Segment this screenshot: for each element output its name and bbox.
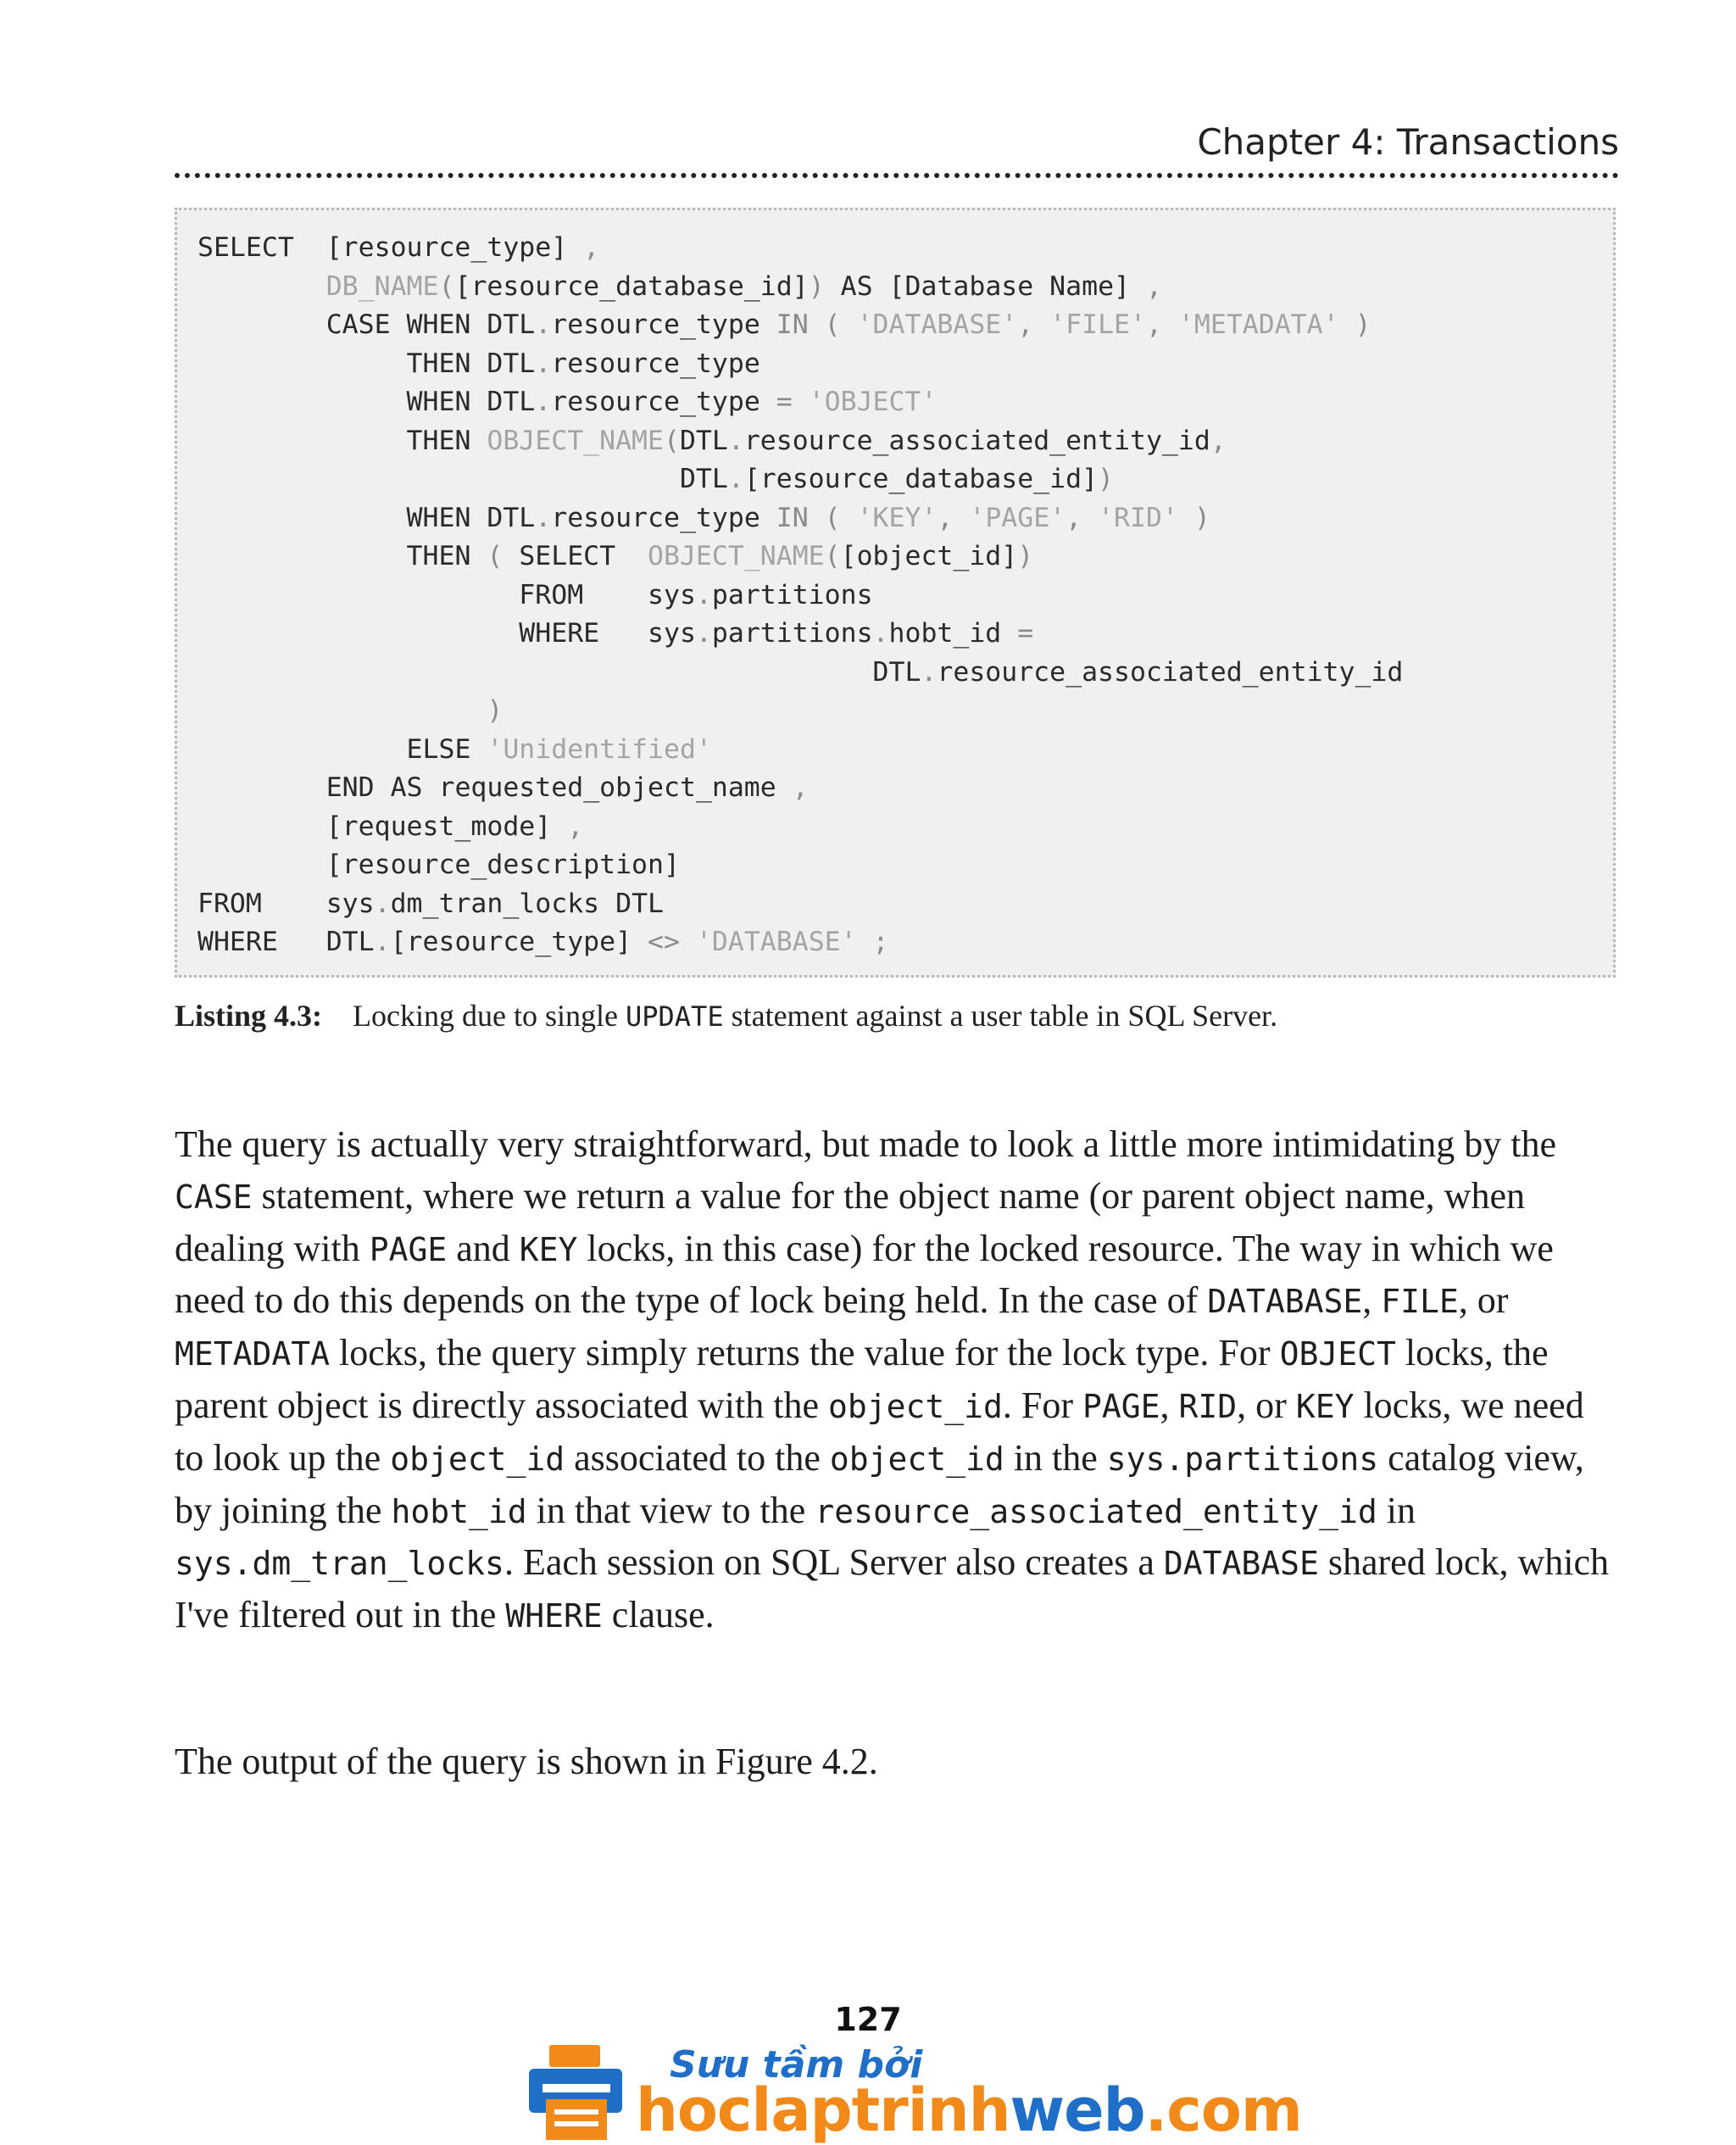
code-token: 'KEY' <box>856 502 938 533</box>
code-listing-box <box>175 208 1616 978</box>
text-run: statement, where we return a value for the object name (or parent object name, when dealing with <box>175 1174 1525 1269</box>
code-token <box>198 503 407 533</box>
caption-code: UPDATE <box>625 1000 724 1033</box>
inline-code: DATABASE <box>1163 1545 1319 1583</box>
header-dotted-rule <box>175 173 1619 178</box>
code-token: ELSE <box>406 733 487 765</box>
code-token: END AS <box>326 772 439 803</box>
code-token: 'PAGE' <box>969 502 1066 533</box>
text-run: locks, we need to look up the <box>175 1384 1584 1479</box>
code-line <box>198 885 1403 924</box>
inline-code: PAGE <box>1082 1387 1160 1425</box>
code-token: resource_associated_entity_id <box>743 425 1210 456</box>
watermark-site-part2: web <box>1010 2075 1145 2145</box>
inline-code: sys.partitions <box>1106 1440 1379 1478</box>
code-token: ) <box>1177 502 1210 533</box>
code-token: . <box>374 927 391 957</box>
code-line <box>198 345 1403 384</box>
code-token: ) <box>1017 541 1034 571</box>
code-token: FROM <box>519 579 648 610</box>
text-run: catalog view, by joining the <box>175 1436 1584 1531</box>
inline-code: object_id <box>829 1440 1004 1478</box>
text-run: associated to the <box>565 1436 830 1479</box>
code-token: 'Unidentified' <box>487 733 712 765</box>
code-token: DTL <box>326 927 375 957</box>
code-token: WHERE <box>519 618 648 649</box>
text-run: , or <box>1458 1279 1509 1322</box>
code-line <box>198 923 1403 962</box>
code-token: 'FILE' <box>1049 309 1146 340</box>
code-token: 'DATABASE' <box>856 309 1018 340</box>
watermark-site <box>636 2075 1302 2145</box>
code-token: ) <box>1098 464 1115 494</box>
code-token: DTL <box>198 464 728 494</box>
body-paragraph-2: The output of the query is shown in Figure 4.2. <box>175 1741 878 1782</box>
code-token: . <box>535 387 552 417</box>
code-token: OBJECT_NAME <box>648 541 825 571</box>
code-line <box>198 692 1403 731</box>
code-token: [object_id] <box>840 541 1018 571</box>
watermark <box>529 2043 1302 2145</box>
code-line <box>198 538 1403 577</box>
code-token <box>198 348 407 379</box>
code-line <box>198 306 1403 345</box>
code-token: ) <box>487 695 504 726</box>
code-token <box>198 580 519 610</box>
code-token: THEN <box>406 425 487 456</box>
code-token: . <box>727 425 744 456</box>
code-token: ; <box>856 927 889 957</box>
text-run: locks, the query simply returns the value for the lock type. For <box>330 1332 1280 1374</box>
code-token: FROM <box>198 888 326 919</box>
code-token: THEN <box>406 348 487 379</box>
code-token: = <box>776 387 809 417</box>
code-line <box>198 654 1403 693</box>
code-token: WHEN <box>406 502 487 533</box>
running-head <box>175 109 1619 176</box>
text-run: The query is actually very straightforward, but made to look a little more intimidating by the <box>175 1123 1557 1165</box>
chapter-title: Chapter 4: Transactions <box>1197 121 1619 163</box>
code-token: DTL <box>679 425 728 456</box>
code-token: ) <box>1338 309 1372 340</box>
text-run: clause. <box>602 1594 715 1636</box>
inline-code: PAGE <box>369 1230 448 1268</box>
listing-label: Listing 4.3: <box>175 999 323 1033</box>
code-token: . <box>695 618 712 649</box>
code-token: IN ( <box>776 502 857 533</box>
code-token: . <box>727 464 744 494</box>
code-token: sys <box>648 579 696 610</box>
code-token: . <box>535 348 552 379</box>
code-token: ( <box>438 270 455 302</box>
code-token: [Database Name] <box>888 270 1146 302</box>
code-line <box>198 577 1403 616</box>
code-token: DTL <box>198 656 921 688</box>
watermark-site-part3: .com <box>1144 2075 1302 2145</box>
code-token: [resource_database_id] <box>743 464 1099 494</box>
code-token: , <box>1145 270 1162 302</box>
code-line <box>198 615 1403 654</box>
code-token: resource_type <box>551 348 760 379</box>
code-token: , <box>583 232 600 263</box>
code-line <box>198 422 1403 461</box>
text-run: in the <box>1004 1436 1107 1479</box>
code-token: [resource_database_id] <box>454 270 809 302</box>
caption-text-before: Locking due to single <box>353 999 626 1033</box>
code-token: DB_NAME <box>326 270 439 302</box>
code-token <box>198 426 407 456</box>
text-run: . Each session on SQL Server also creates a <box>504 1541 1164 1584</box>
inline-code: METADATA <box>175 1335 331 1373</box>
code-token: ) <box>808 270 841 302</box>
code-token: sys <box>648 618 696 649</box>
inline-code: resource_associated_entity_id <box>815 1492 1377 1530</box>
code-token: OBJECT_NAME <box>487 425 664 456</box>
inline-code: hobt_id <box>391 1492 527 1530</box>
listing-caption <box>175 992 1616 1040</box>
code-line <box>198 846 1403 885</box>
text-run: in <box>1377 1489 1416 1531</box>
inline-code: DATABASE <box>1207 1283 1363 1321</box>
code-token: [resource_type] <box>390 927 648 957</box>
inline-code: CASE <box>175 1178 253 1216</box>
code-token <box>198 772 326 803</box>
code-token: DTL <box>487 502 536 533</box>
code-token: 'METADATA' <box>1177 309 1339 340</box>
code-token: resource_associated_entity_id <box>937 656 1404 688</box>
code-token: DTL <box>487 348 536 379</box>
code-token: 'DATABASE' <box>695 927 857 957</box>
code-token: , <box>1145 309 1178 340</box>
code-token: , <box>792 772 809 803</box>
inline-code: object_id <box>827 1387 1003 1425</box>
code-token: IN ( <box>776 309 857 340</box>
watermark-tagline: Sưu tầm bởi <box>670 2043 923 2086</box>
text-run: locks, in this case) for the locked resource. The way in which we need to do this depends on the type of lock being held. In the case of <box>175 1227 1554 1322</box>
code-token: dm_tran_locks DTL <box>390 888 664 919</box>
watermark-site-part1: hoclaptrinh <box>636 2075 1010 2145</box>
code-token: WHERE <box>198 927 326 957</box>
inline-code: WHERE <box>505 1597 603 1635</box>
code-token <box>198 541 407 571</box>
code-token: , <box>1066 502 1099 533</box>
code-token: sys <box>326 888 375 919</box>
text-run: , <box>1160 1384 1179 1426</box>
text-run: , <box>1362 1279 1382 1322</box>
code-token: , <box>1210 425 1227 456</box>
code-token: WHEN <box>406 387 487 417</box>
code-token: SELECT <box>519 541 648 571</box>
code-token: ( <box>487 541 520 571</box>
code-token: , <box>1017 309 1050 340</box>
code-line <box>198 383 1403 422</box>
text-run: . For <box>1002 1384 1082 1426</box>
code-token: . <box>535 309 552 340</box>
page-number: 127 <box>834 2001 902 2038</box>
code-token: resource_type <box>551 309 776 340</box>
code-token: [resource_description] <box>198 850 680 880</box>
code-token: [request_mode] <box>198 811 568 842</box>
code-token <box>198 309 326 340</box>
inline-code: OBJECT <box>1279 1335 1396 1373</box>
code-token: <> <box>648 927 696 957</box>
inline-code: FILE <box>1381 1283 1459 1321</box>
code-token <box>198 618 519 649</box>
code-token <box>198 271 326 302</box>
code-token: ( <box>824 541 841 571</box>
code-token: partitions <box>711 618 873 649</box>
code-line <box>198 229 1403 268</box>
inline-code: KEY <box>519 1230 578 1268</box>
code-token: . <box>535 502 552 533</box>
code-line <box>198 769 1403 808</box>
code-line <box>198 499 1403 538</box>
text-run: shared lock, which I've filtered out in the <box>175 1541 1609 1636</box>
inline-code: RID <box>1178 1387 1238 1425</box>
code-token: , <box>937 502 970 533</box>
code-token: . <box>872 618 889 649</box>
printer-logo-icon <box>529 2043 631 2142</box>
code-token: resource_type <box>551 387 776 417</box>
code-line <box>198 808 1403 847</box>
code-token: AS <box>840 270 889 302</box>
inline-code: sys.dm_tran_locks <box>175 1545 504 1583</box>
text-run: locks, the parent object is directly associated with the <box>175 1332 1549 1426</box>
code-token: . <box>921 656 938 688</box>
text-run: and <box>447 1227 520 1269</box>
inline-code: KEY <box>1295 1387 1355 1425</box>
code-listing <box>198 229 1403 962</box>
code-token: SELECT <box>198 232 326 263</box>
code-token: DTL <box>487 387 536 417</box>
code-line <box>198 731 1403 770</box>
caption-text-after: statement against a user table in SQL Server. <box>723 999 1278 1033</box>
text-run: , or <box>1237 1384 1296 1426</box>
code-token: DTL <box>487 309 536 340</box>
code-token: resource_type <box>551 502 776 533</box>
code-token: THEN <box>406 541 487 571</box>
code-token <box>198 695 487 726</box>
code-token: 'OBJECT' <box>808 387 938 417</box>
body-paragraph-1 <box>175 1119 1616 1642</box>
code-token: [resource_type] <box>326 232 584 263</box>
code-token: . <box>695 579 712 610</box>
code-token: requested_object_name <box>438 772 793 803</box>
code-token: hobt_id <box>888 618 1018 649</box>
code-token <box>198 387 407 417</box>
code-token: 'RID' <box>1098 502 1178 533</box>
code-token: CASE WHEN <box>326 309 487 340</box>
code-token: ( <box>664 425 680 456</box>
code-token: = <box>1017 618 1034 649</box>
inline-code: object_id <box>390 1440 565 1478</box>
code-line <box>198 268 1403 307</box>
code-line <box>198 460 1403 499</box>
code-token <box>198 734 407 765</box>
text-run: in that view to the <box>526 1489 815 1531</box>
code-token: partitions <box>711 579 873 610</box>
code-token: , <box>567 811 584 842</box>
code-token: . <box>374 888 391 919</box>
